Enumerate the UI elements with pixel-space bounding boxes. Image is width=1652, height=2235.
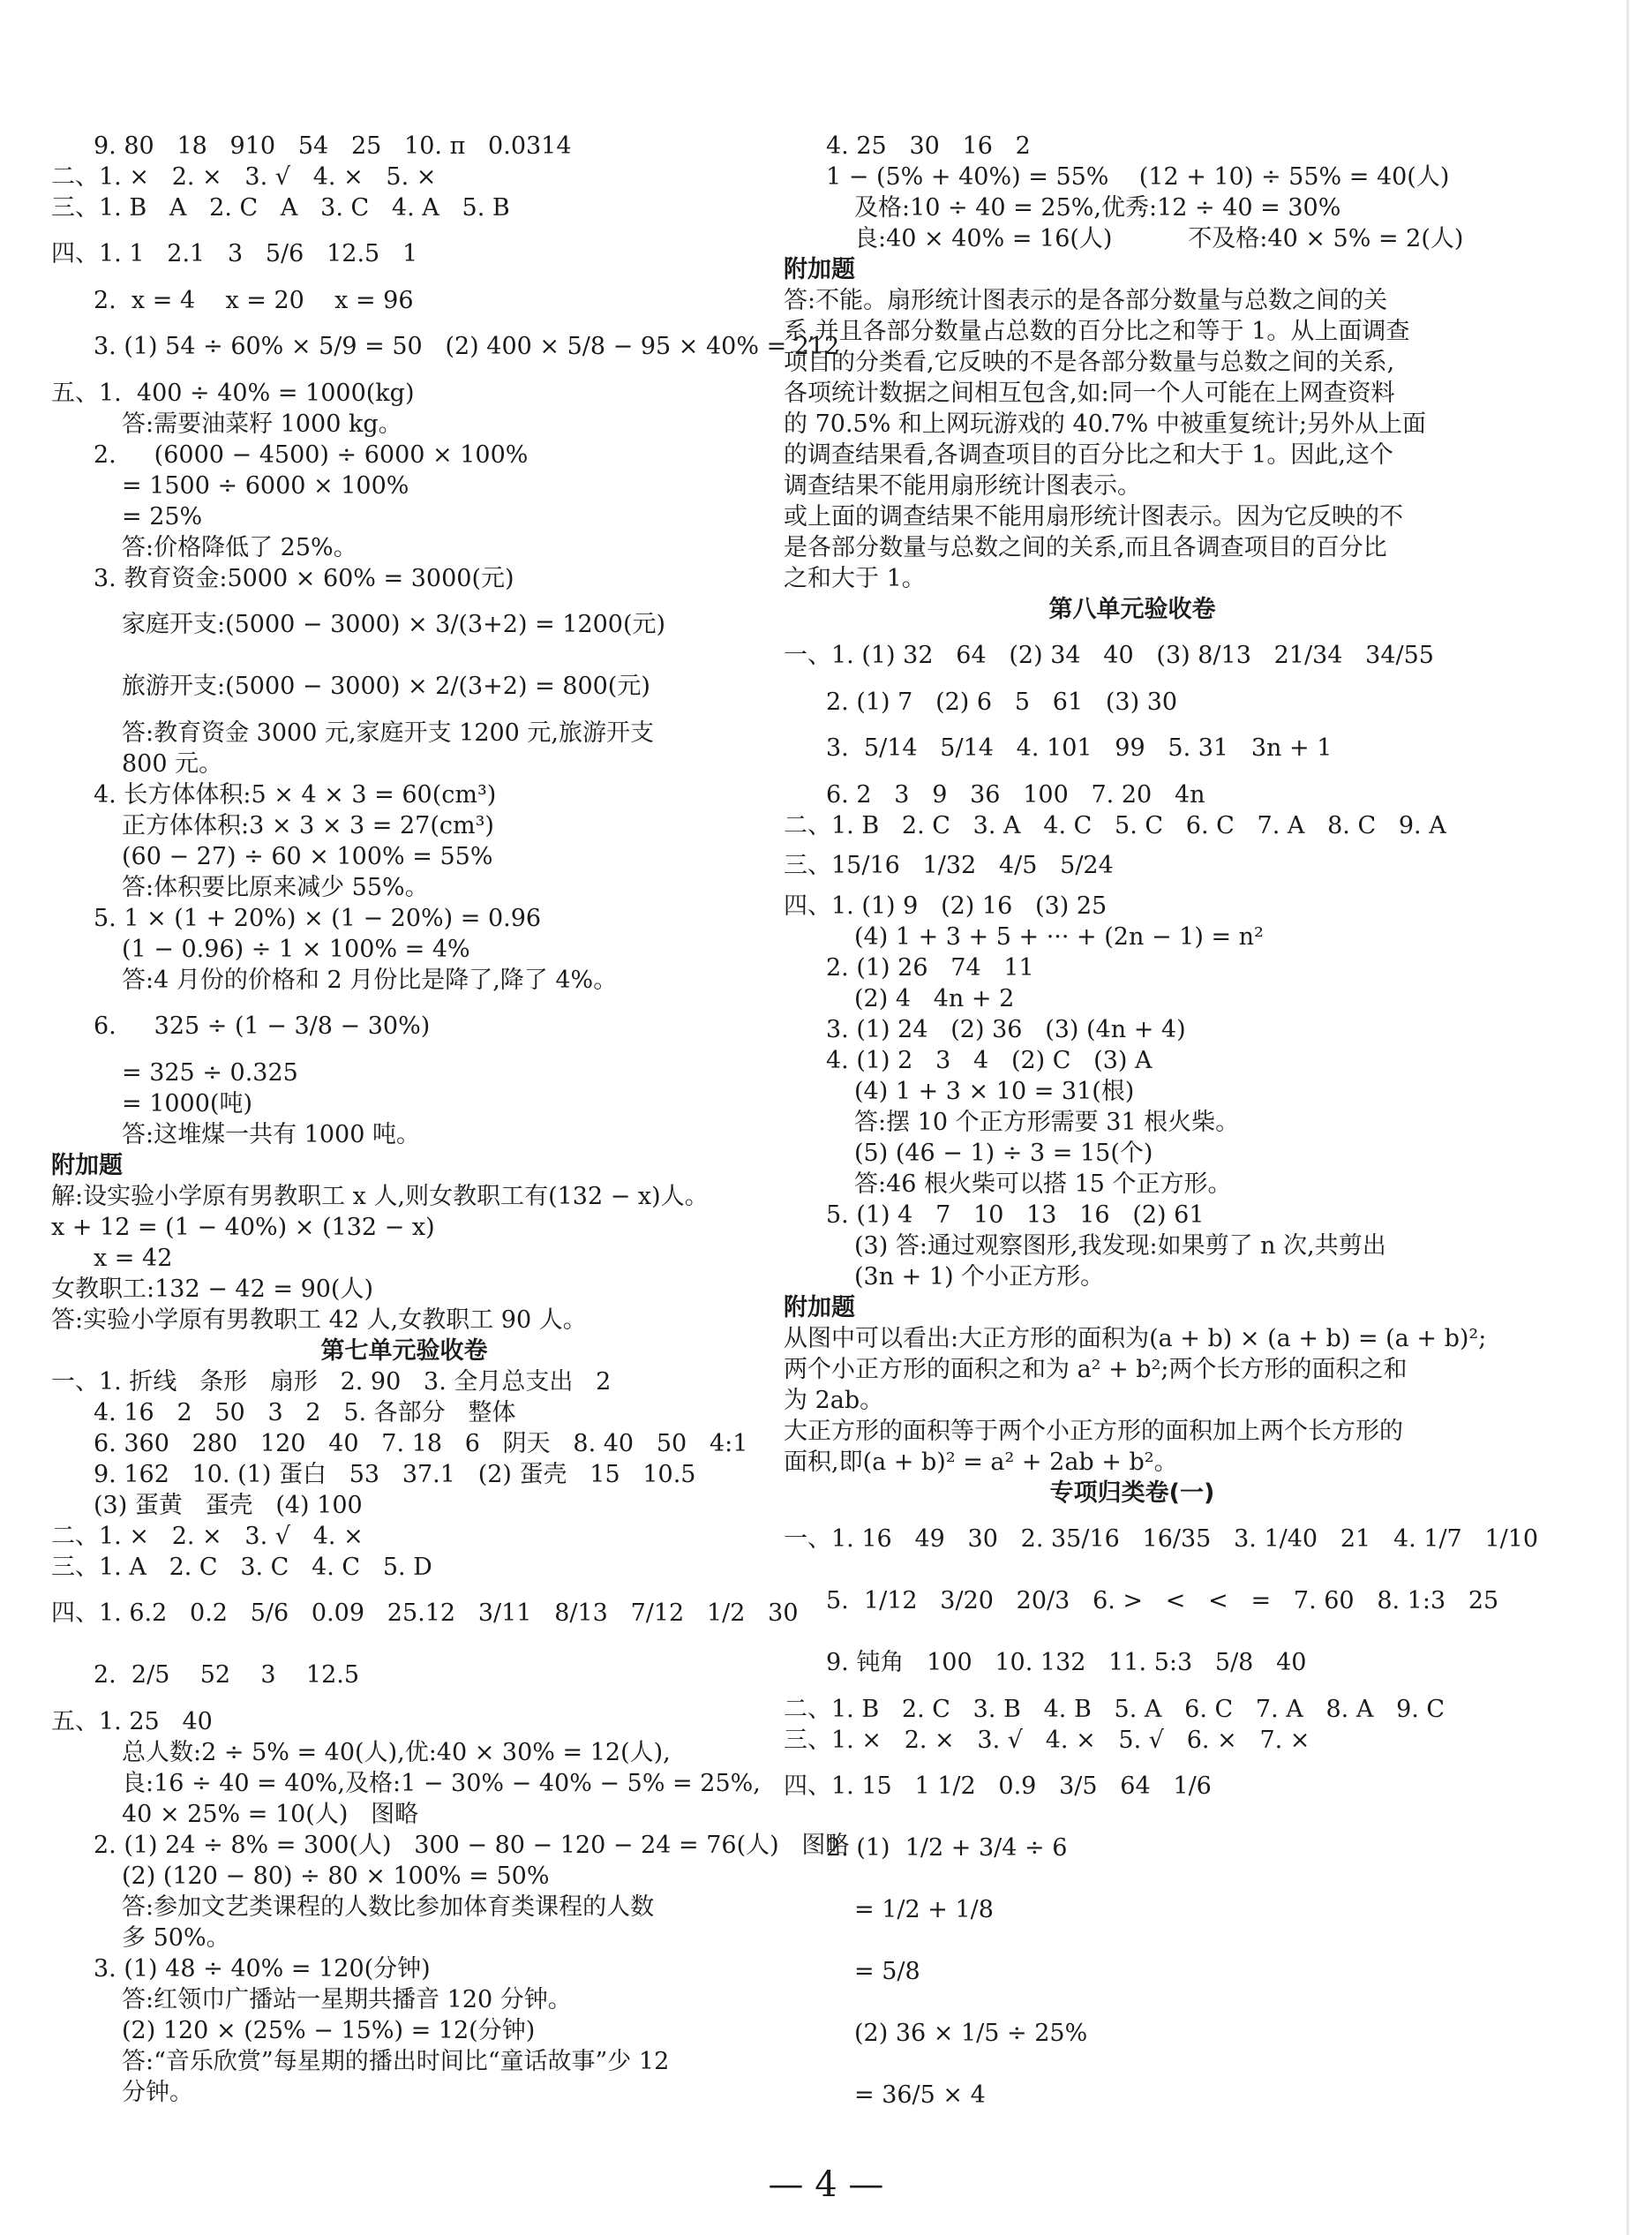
left-answer-line: 5. 1 × (1 + 20%) × (1 − 20%) = 0.96 bbox=[94, 905, 542, 932]
left-answer-line: x = 42 bbox=[94, 1245, 173, 1272]
right-answer-line: = 1/2 + 1/8 bbox=[854, 1896, 994, 1923]
right-answer-line: 的 70.5% 和上网玩游戏的 40.7% 中被重复统计;另外从上面 bbox=[784, 410, 1426, 438]
left-answer-line: 多 50%。 bbox=[122, 1924, 230, 1952]
right-answer-line: 5. 1/12 3/20 20/3 6. > < < = 7. 60 8. 1:3 25 bbox=[826, 1587, 1499, 1614]
left-answer-line: 第七单元验收卷 bbox=[320, 1337, 488, 1365]
right-answer-line: (2) 36 × 1/5 ÷ 25% bbox=[854, 2020, 1088, 2047]
left-answer-line: 答:需要油菜籽 1000 kg。 bbox=[122, 410, 402, 438]
left-answer-line: (2) (120 − 80) ÷ 80 × 100% = 50% bbox=[122, 1862, 550, 1890]
right-answer-line: 5. (1) 4 7 10 13 16 (2) 61 bbox=[826, 1201, 1205, 1229]
left-answer-line: = 325 ÷ 0.325 bbox=[122, 1059, 298, 1087]
right-answer-line: (4) 1 + 3 + 5 + ··· + (2n − 1) = n² bbox=[854, 923, 1264, 951]
left-answer-line: 五、1. 25 40 bbox=[51, 1708, 213, 1735]
left-answer-line: = 1000(吨) bbox=[122, 1090, 252, 1118]
left-answer-line: 答:教育资金 3000 元,家庭开支 1200 元,旅游开支 bbox=[122, 719, 655, 747]
right-answer-line: 专项归类卷(一) bbox=[1049, 1479, 1215, 1507]
right-answer-line: 面积,即(a + b)² = a² + 2ab + b²。 bbox=[784, 1449, 1178, 1476]
left-answer-line: 4. 长方体体积:5 × 4 × 3 = 60(cm³) bbox=[94, 781, 497, 809]
right-answer-line: 4. 25 30 16 2 bbox=[826, 132, 1031, 160]
right-answer-line: 调查结果不能用扇形统计图表示。 bbox=[784, 472, 1141, 500]
left-answer-line: 800 元。 bbox=[122, 750, 223, 778]
left-answer-line: 二、1. × 2. × 3. √ 4. × bbox=[51, 1523, 364, 1550]
right-answer-line: 三、15/16 1/32 4/5 5/24 bbox=[784, 852, 1114, 879]
left-answer-line: 40 × 25% = 10(人) 图略 bbox=[122, 1801, 419, 1828]
left-answer-line: 答:红领巾广播站一星期共播音 120 分钟。 bbox=[122, 1986, 572, 2013]
right-answer-line: 3. 5/14 5/14 4. 101 99 5. 31 3n + 1 bbox=[826, 734, 1333, 762]
left-answer-line: 分钟。 bbox=[122, 2079, 193, 2106]
left-answer-line: 一、1. 折线 条形 扇形 2. 90 3. 全月总支出 2 bbox=[51, 1368, 612, 1396]
right-answer-line: (3) 答:通过观察图形,我发现:如果剪了 n 次,共剪出 bbox=[854, 1232, 1386, 1260]
left-answer-line: x + 12 = (1 − 40%) × (132 − x) bbox=[51, 1214, 435, 1241]
right-answer-line: 附加题 bbox=[784, 1294, 855, 1321]
left-answer-line: 答:价格降低了 25%。 bbox=[122, 534, 357, 561]
right-answer-line: 答:46 根火柴可以搭 15 个正方形。 bbox=[854, 1170, 1232, 1198]
right-answer-line: 二、1. B 2. C 3. A 4. C 5. C 6. C 7. A 8. C 9. A bbox=[784, 812, 1446, 839]
right-answer-line: 二、1. B 2. C 3. B 4. B 5. A 6. C 7. A 8. A 9. C bbox=[784, 1696, 1446, 1723]
left-answer-line: 9. 80 18 910 54 25 10. π 0.0314 bbox=[94, 132, 572, 160]
right-answer-line: 四、1. (1) 9 (2) 16 (3) 25 bbox=[784, 892, 1108, 920]
right-answer-line: 之和大于 1。 bbox=[784, 565, 926, 592]
right-answer-line: (3n + 1) 个小正方形。 bbox=[854, 1263, 1105, 1291]
left-answer-line: 四、1. 6.2 0.2 5/6 0.09 25.12 3/11 8/13 7/12 1/2 30 bbox=[51, 1599, 799, 1627]
right-answer-line: 4. (1) 2 3 4 (2) C (3) A bbox=[826, 1047, 1153, 1074]
right-answer-line: 系,并且各部分数量占总数的百分比之和等于 1。从上面调查 bbox=[784, 318, 1410, 345]
right-answer-line: 9. 钝角 100 10. 132 11. 5:3 5/8 40 bbox=[826, 1649, 1307, 1676]
left-answer-line: (1 − 0.96) ÷ 1 × 100% = 4% bbox=[122, 936, 470, 963]
right-answer-line: 答:不能。扇形统计图表示的是各部分数量与总数之间的关 bbox=[784, 287, 1388, 314]
left-answer-line: (2) 120 × (25% − 15%) = 12(分钟) bbox=[122, 2017, 536, 2044]
right-answer-line: 良:40 × 40% = 16(人) 不及格:40 × 5% = 2(人) bbox=[854, 225, 1464, 252]
right-answer-line: 答:摆 10 个正方形需要 31 根火柴。 bbox=[854, 1109, 1240, 1136]
right-answer-line: 三、1. × 2. × 3. √ 4. × 5. √ 6. × 7. × bbox=[784, 1727, 1310, 1754]
right-answer-line: 为 2ab。 bbox=[784, 1387, 884, 1414]
left-answer-line: 3. (1) 48 ÷ 40% = 120(分钟) bbox=[94, 1955, 431, 1983]
right-answer-line: 2. (1) 1/2 + 3/4 ÷ 6 bbox=[826, 1834, 1068, 1862]
right-answer-line: 1 − (5% + 40%) = 55% (12 + 10) ÷ 55% = 40(人) bbox=[826, 163, 1450, 191]
left-answer-line: 6. 325 ÷ (1 − 3/8 − 30%) bbox=[94, 1012, 431, 1040]
left-answer-line: 答:这堆煤一共有 1000 吨。 bbox=[122, 1121, 420, 1148]
right-answer-line: (5) (46 − 1) ÷ 3 = 15(个) bbox=[854, 1140, 1153, 1167]
left-answer-line: 附加题 bbox=[51, 1152, 123, 1179]
right-answer-line: 6. 2 3 9 36 100 7. 20 4n bbox=[826, 781, 1205, 809]
left-answer-line: 答:参加文艺类课程的人数比参加体育类课程的人数 bbox=[122, 1893, 655, 1921]
left-answer-line: 2. x = 4 x = 20 x = 96 bbox=[94, 287, 414, 314]
right-answer-line: 2. (1) 7 (2) 6 5 61 (3) 30 bbox=[826, 689, 1178, 716]
left-answer-line: 9. 162 10. (1) 蛋白 53 37.1 (2) 蛋壳 15 10.5 bbox=[94, 1461, 696, 1488]
right-answer-line: 四、1. 15 1 1/2 0.9 3/5 64 1/6 bbox=[784, 1772, 1212, 1800]
right-answer-line: = 5/8 bbox=[854, 1958, 920, 1985]
page-number: — 4 — bbox=[768, 2164, 884, 2205]
right-column bbox=[784, 131, 1539, 2126]
right-answer-line: 一、1. 16 49 30 2. 35/16 16/35 3. 1/40 21 4. 1/7 1/10 bbox=[784, 1525, 1539, 1553]
right-answer-line: 一、1. (1) 32 64 (2) 34 40 (3) 8/13 21/34 34/55 bbox=[784, 642, 1434, 669]
left-answer-line: = 1500 ÷ 6000 × 100% bbox=[122, 472, 409, 500]
left-answer-line: 女教职工:132 − 42 = 90(人) bbox=[51, 1276, 373, 1303]
left-answer-line: 答:4 月份的价格和 2 月份比是降了,降了 4%。 bbox=[122, 967, 618, 994]
right-answer-line: 3. (1) 24 (2) 36 (3) (4n + 4) bbox=[826, 1016, 1186, 1043]
left-answer-line: 2. (6000 − 4500) ÷ 6000 × 100% bbox=[94, 441, 529, 469]
left-answer-line: 家庭开支:(5000 − 3000) × 3/(3+2) = 1200(元) bbox=[122, 611, 666, 638]
left-answer-line: 3. 教育资金:5000 × 60% = 3000(元) bbox=[94, 565, 514, 592]
right-answer-line: 或上面的调查结果不能用扇形统计图表示。因为它反映的不 bbox=[784, 503, 1403, 531]
left-answer-line: 解:设实验小学原有男教职工 x 人,则女教职工有(132 − x)人。 bbox=[51, 1183, 709, 1210]
left-answer-line: = 25% bbox=[122, 503, 203, 531]
left-answer-line: 6. 360 280 120 40 7. 18 6 阴天 8. 40 50 4:1 bbox=[94, 1430, 748, 1457]
right-answer-line: 及格:10 ÷ 40 = 25%,优秀:12 ÷ 40 = 30% bbox=[854, 194, 1341, 222]
left-answer-line: 旅游开支:(5000 − 3000) × 2/(3+2) = 800(元) bbox=[122, 673, 650, 700]
right-answer-line: 第八单元验收卷 bbox=[1048, 596, 1216, 623]
left-answer-line: 3. (1) 54 ÷ 60% × 5/9 = 50 (2) 400 × 5/8 − 95 × 40% = 212 bbox=[94, 333, 840, 360]
right-answer-line: 两个小正方形的面积之和为 a² + b²;两个长方形的面积之和 bbox=[784, 1356, 1408, 1383]
left-answer-line: 2. 2/5 52 3 12.5 bbox=[94, 1661, 360, 1689]
left-answer-line: 4. 16 2 50 3 2 5. 各部分 整体 bbox=[94, 1399, 516, 1426]
right-answer-line: 项目的分类看,它反映的不是各部分数量与总数之间的关系, bbox=[784, 349, 1395, 376]
right-answer-line: 从图中可以看出:大正方形的面积为(a + b) × (a + b) = (a + b)²; bbox=[784, 1325, 1487, 1352]
right-answer-line: 附加题 bbox=[784, 256, 855, 283]
left-answer-line: 五、1. 400 ÷ 40% = 1000(kg) bbox=[51, 380, 415, 407]
right-answer-line: 的调查结果看,各调查项目的百分比之和大于 1。因此,这个 bbox=[784, 441, 1393, 469]
left-answer-line: 答:体积要比原来减少 55%。 bbox=[122, 874, 429, 901]
page-edge-divider bbox=[1626, 0, 1629, 2235]
right-answer-line: 2. (1) 26 74 11 bbox=[826, 954, 1034, 982]
left-answer-line: 答:“音乐欣赏”每星期的播出时间比“童话故事”少 12 bbox=[122, 2048, 670, 2075]
right-answer-line: 是各部分数量与总数之间的关系,而且各调查项目的百分比 bbox=[784, 534, 1387, 561]
left-answer-line: 二、1. × 2. × 3. √ 4. × 5. × bbox=[51, 163, 437, 191]
left-answer-line: 三、1. B A 2. C A 3. C 4. A 5. B bbox=[51, 194, 510, 222]
right-answer-line: (4) 1 + 3 × 10 = 31(根) bbox=[854, 1078, 1135, 1105]
right-answer-line: 各项统计数据之间相互包含,如:同一个人可能在上网查资料 bbox=[784, 380, 1395, 407]
left-answer-line: 答:实验小学原有男教职工 42 人,女教职工 90 人。 bbox=[51, 1306, 587, 1334]
left-answer-line: 正方体体积:3 × 3 × 3 = 27(cm³) bbox=[122, 812, 494, 839]
right-answer-line: (2) 4 4n + 2 bbox=[854, 985, 1015, 1012]
left-answer-line: 总人数:2 ÷ 5% = 40(人),优:40 × 30% = 12(人), bbox=[122, 1739, 671, 1766]
left-answer-line: 良:16 ÷ 40 = 40%,及格:1 − 30% − 40% − 5% = 25%, bbox=[122, 1770, 761, 1797]
right-answer-line: 大正方形的面积等于两个小正方形的面积加上两个长方形的 bbox=[784, 1418, 1403, 1445]
left-answer-line: 四、1. 1 2.1 3 5/6 12.5 1 bbox=[51, 240, 418, 267]
left-answer-line: (60 − 27) ÷ 60 × 100% = 55% bbox=[122, 843, 493, 870]
left-answer-line: 三、1. A 2. C 3. C 4. C 5. D bbox=[51, 1554, 432, 1581]
right-answer-line: = 36/5 × 4 bbox=[854, 2081, 986, 2109]
left-answer-line: (3) 蛋黄 蛋壳 (4) 100 bbox=[94, 1492, 363, 1519]
left-answer-line: 2. (1) 24 ÷ 8% = 300(人) 300 − 80 − 120 − 24 = 76(人) 图略 bbox=[94, 1832, 850, 1859]
